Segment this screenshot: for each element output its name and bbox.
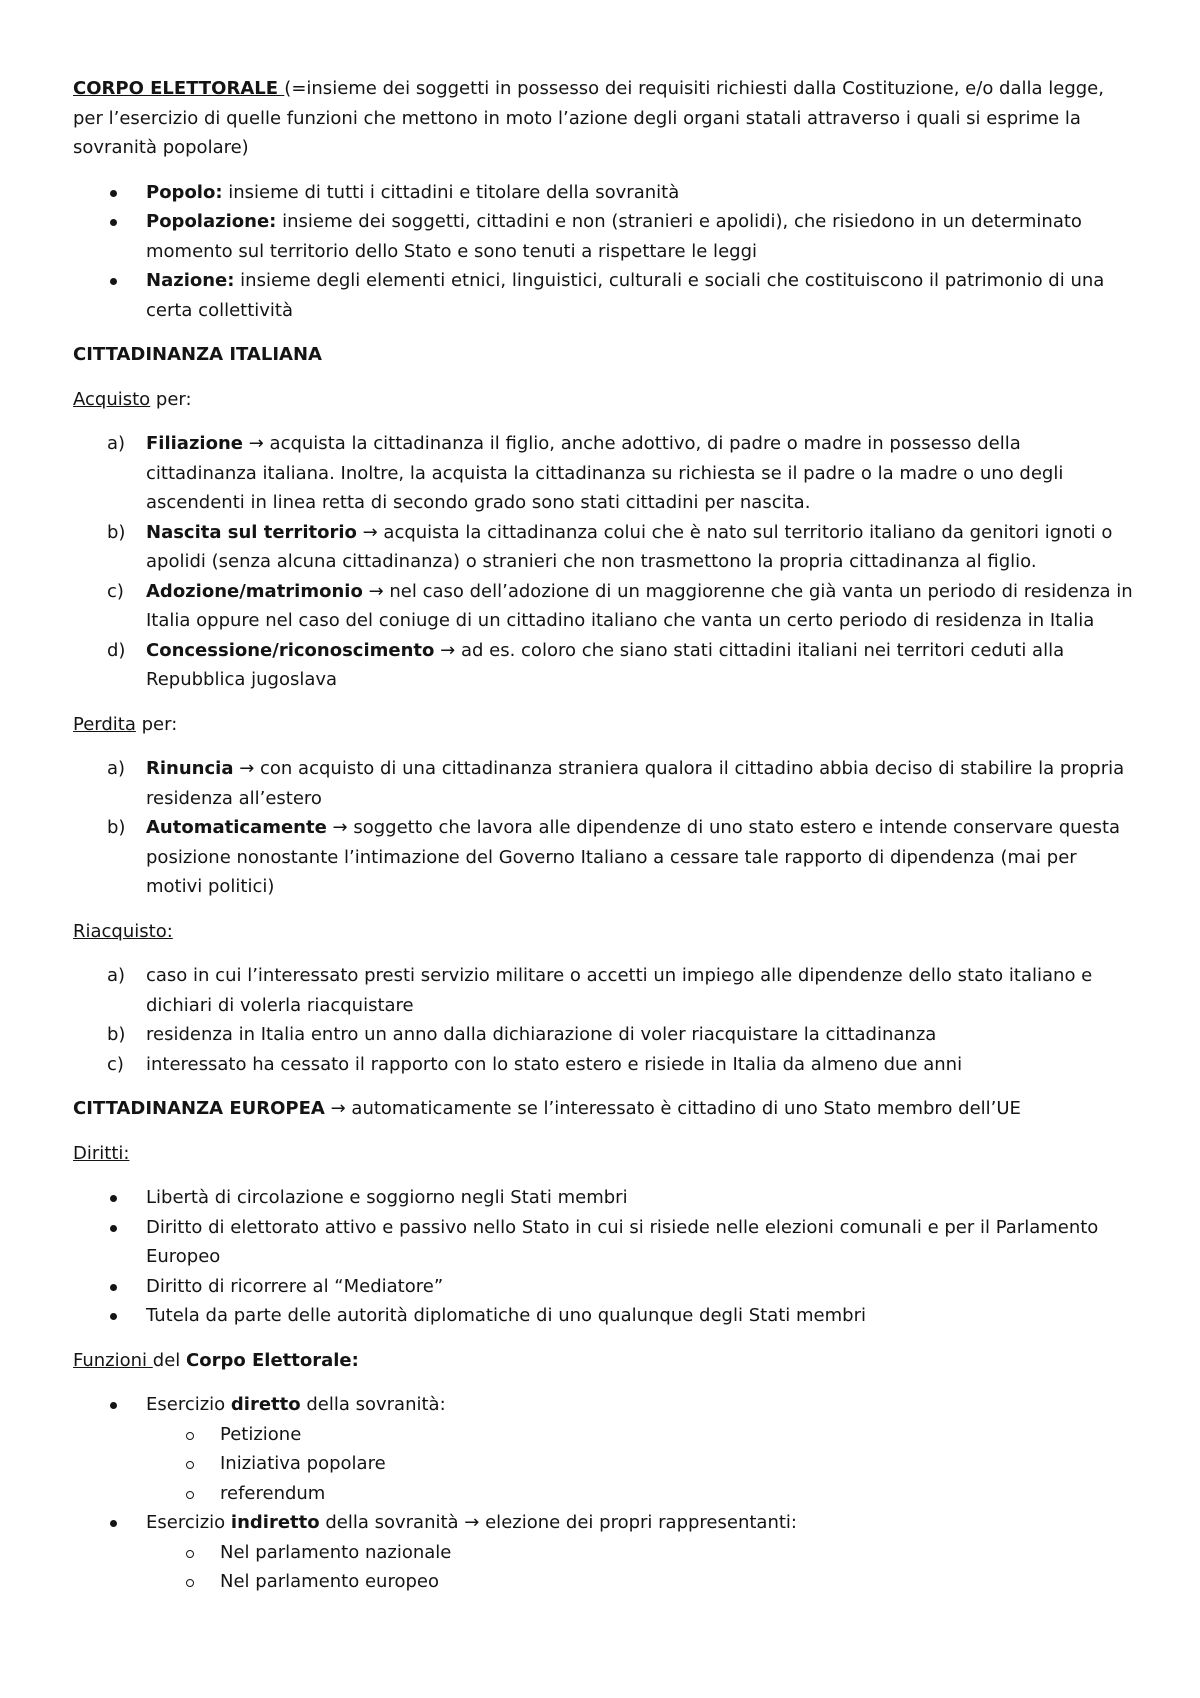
perdita-heading: Perdita per: bbox=[73, 713, 178, 735]
bullet-icon bbox=[110, 1313, 117, 1320]
arrow-icon: → bbox=[330, 1098, 346, 1119]
circle-bullet-icon bbox=[186, 1432, 194, 1440]
arrow-icon: → bbox=[368, 580, 384, 602]
circle-bullet-icon bbox=[186, 1550, 194, 1558]
list-item: Libertà di circolazione e soggiorno negli Stati membri bbox=[73, 1183, 1133, 1213]
list-item: Nazione: insieme degli elementi etnici, linguistici, culturali e sociali che costituiscono il patrimonio di una certa collettività bbox=[73, 266, 1133, 325]
funzioni-list-2 bbox=[73, 1508, 1133, 1538]
list-item: Tutela da parte delle autorità diplomatiche di uno qualunque degli Stati membri bbox=[73, 1301, 1133, 1331]
list-item: a) caso in cui l’interessato presti servizio militare o accetti un impiego alle dipendenze dello stato italiano e dichiari di volerla riacquistare bbox=[107, 965, 1093, 1016]
bullet-icon bbox=[110, 1225, 117, 1232]
intro-paragraph bbox=[73, 74, 1133, 163]
diretto-sublist bbox=[73, 1420, 1133, 1509]
bullet-icon bbox=[110, 1284, 117, 1291]
sublist-item: Petizione bbox=[73, 1420, 1133, 1450]
sublist-item: Nel parlamento nazionale bbox=[73, 1538, 1133, 1568]
list-item: Diritto di elettorato attivo e passivo nello Stato in cui si risiede nelle elezioni comunali e per il Parlamento Europeo bbox=[73, 1213, 1133, 1272]
sublist-item: Nel parlamento europeo bbox=[73, 1567, 1133, 1597]
circle-bullet-icon bbox=[186, 1579, 194, 1587]
bullet-icon bbox=[110, 1520, 117, 1527]
list-item: a) Rinuncia → con acquisto di una cittadinanza straniera qualora il cittadino abbia deciso di stabilire la propria residenza all’estero bbox=[107, 758, 1125, 809]
perdita-list bbox=[73, 754, 1133, 902]
arrow-icon: → bbox=[248, 433, 264, 454]
funzioni-list bbox=[73, 1390, 1133, 1420]
list-item: b) residenza in Italia entro un anno dalla dichiarazione di voler riacquistare la cittadinanza bbox=[107, 1024, 937, 1045]
section-heading: CITTADINANZA ITALIANA bbox=[73, 344, 322, 365]
bullet-icon bbox=[110, 1195, 117, 1202]
riacquisto-list bbox=[73, 961, 1133, 1079]
bullet-icon bbox=[110, 190, 117, 197]
cittadinanza-europea-heading: CITTADINANZA EUROPEA → automaticamente se l’interessato è cittadino di uno Stato membro dell’UE bbox=[73, 1098, 1021, 1119]
acquisto-list bbox=[73, 429, 1133, 695]
bullet-icon bbox=[110, 278, 117, 285]
list-item: Esercizio diretto della sovranità: bbox=[73, 1390, 1133, 1420]
diritti-heading: Diritti: bbox=[73, 1142, 130, 1164]
sublist-item: referendum bbox=[73, 1479, 1133, 1509]
list-item: c) Adozione/matrimonio → nel caso dell’adozione di un maggiorenne che già vanta un periodo di residenza in Italia oppure nel caso del coniuge di un cittadino italiano che vanta un certo periodo di residenza in Italia bbox=[107, 580, 1133, 631]
indiretto-sublist bbox=[73, 1538, 1133, 1597]
arrow-icon: → bbox=[362, 521, 378, 543]
sublist-item: Iniziativa popolare bbox=[73, 1449, 1133, 1479]
diritti-list bbox=[73, 1183, 1133, 1331]
riacquisto-heading: Riacquisto: bbox=[73, 920, 173, 942]
list-item: b) Automaticamente → soggetto che lavora alle dipendenze di uno stato estero e intende conservare questa posizione nonostante l’intimazione del Governo Italiano a cessare tale rapporto di dipendenza (mai per motivi politici) bbox=[107, 817, 1121, 897]
corpo-elettorale-heading: CORPO ELETTORALE bbox=[73, 78, 285, 99]
list-item: Diritto di ricorrere al “Mediatore” bbox=[73, 1272, 1133, 1302]
list-item: d) Concessione/riconoscimento → ad es. coloro che siano stati cittadini italiani nei territori ceduti alla Repubblica jugoslava bbox=[107, 639, 1065, 690]
acquisto-heading: Acquisto per: bbox=[73, 388, 192, 410]
list-item: Esercizio indiretto della sovranità → elezione dei propri rappresentanti: bbox=[73, 1508, 1133, 1538]
list-item: a) Filiazione → acquista la cittadinanza il figlio, anche adottivo, di padre o madre in possesso della cittadinanza italiana. Inoltre, la acquista la cittadinanza su richiesta se il padre o la madre o uno degli ascendenti in linea retta di secondo grado sono stati cittadini per nascita. bbox=[107, 433, 1064, 513]
arrow-icon: → bbox=[239, 758, 255, 779]
arrow-icon: → bbox=[332, 817, 348, 838]
intro-text: (=insieme dei soggetti in possesso dei requisiti richiesti dalla Costituzione, e/o dalla legge, per l’esercizio di quelle funzioni che mettono in moto l’azione degli organi statali attraverso i quali si esprime la sovranità popolare) bbox=[73, 78, 1104, 158]
definitions-list bbox=[73, 178, 1133, 326]
list-item: Popolo: insieme di tutti i cittadini e titolare della sovranità bbox=[73, 178, 1133, 208]
list-item: b) Nascita sul territorio → acquista la cittadinanza colui che è nato sul territorio italiano da genitori ignoti o apolidi (senza alcuna cittadinanza) o stranieri che non trasmettono la propria cittadinanza al figlio. bbox=[107, 521, 1113, 572]
list-item: Popolazione: insieme dei soggetti, cittadini e non (stranieri e apolidi), che risiedono in un determinato momento sul territorio dello Stato e sono tenuti a rispettare le leggi bbox=[73, 207, 1133, 266]
circle-bullet-icon bbox=[186, 1491, 194, 1499]
document-page bbox=[73, 74, 1133, 1597]
funzioni-heading: Funzioni del Corpo Elettorale: bbox=[73, 1349, 359, 1371]
arrow-icon: → bbox=[464, 1512, 480, 1533]
bullet-icon bbox=[110, 219, 117, 226]
bullet-icon bbox=[110, 1402, 117, 1409]
circle-bullet-icon bbox=[186, 1461, 194, 1469]
arrow-icon: → bbox=[440, 639, 456, 661]
list-item: c) interessato ha cessato il rapporto con lo stato estero e risiede in Italia da almeno due anni bbox=[107, 1053, 963, 1075]
